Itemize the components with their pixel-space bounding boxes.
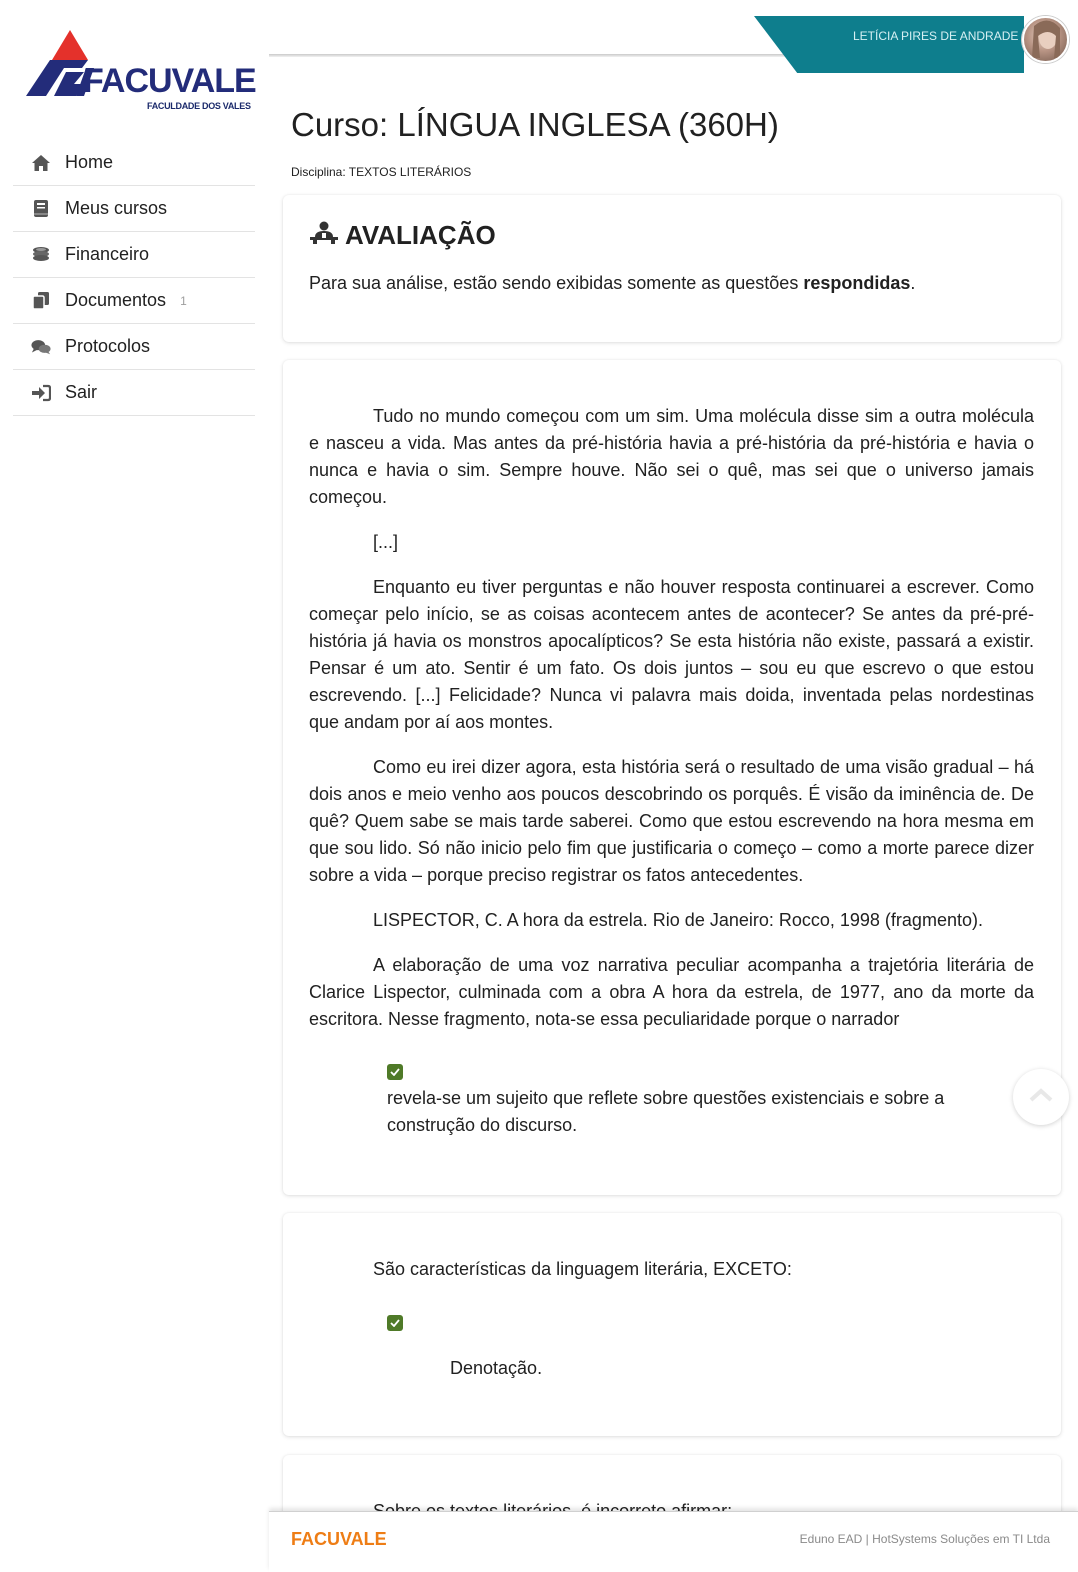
- sidebar-item-meus-cursos[interactable]: [13, 186, 255, 232]
- sidebar-item-label: Protocolos: [65, 336, 151, 356]
- sidebar-item-label: Financeiro: [65, 244, 150, 264]
- sidebar-item-label: Documentos: [65, 290, 167, 310]
- sidebar: [0, 0, 268, 1572]
- sidebar-item-label: Sair: [65, 382, 98, 402]
- sign-in-icon: [31, 383, 51, 403]
- evaluation-description: [309, 273, 915, 294]
- selected-answer: revela-se um sujeito que reflete sobre questões existenciais e sobre a: [387, 1088, 945, 1108]
- scroll-to-top-button[interactable]: [1013, 1069, 1069, 1125]
- book-icon: [31, 199, 51, 219]
- sidebar-item-label: Meus cursos: [65, 198, 168, 218]
- logo-subtitle: FACULDADE DOS VALES: [147, 101, 251, 111]
- question-card: [283, 1213, 1061, 1436]
- copy-icon: [31, 291, 51, 311]
- documents-count-badge: 1: [180, 293, 187, 308]
- avatar[interactable]: [1022, 16, 1069, 63]
- sidebar-item-financeiro[interactable]: [13, 232, 255, 278]
- footer-credit[interactable]: Eduno EAD | HotSystems Soluções em TI Ltda: [799, 1532, 1050, 1546]
- footer-brand[interactable]: FACUVALE: [291, 1529, 387, 1549]
- evaluation-desc-suffix: .: [910, 273, 916, 293]
- question-card: [283, 360, 1061, 1195]
- evaluation-header: [309, 220, 496, 251]
- sidebar-item-label: Home: [65, 152, 114, 172]
- question-prompt: A elaboração de uma voz narrativa peculiar acompanha a trajetória literária de Clarice Lispector, culminada com a obra A hora da estrela, de 1977, ano da morte da escritora. Nesse fragmento, nota-se essa peculiaridade porque o narrador: [309, 955, 1034, 1029]
- comments-icon: [31, 337, 51, 357]
- sidebar-item-protocolos[interactable]: [13, 324, 255, 370]
- sidebar-item-home[interactable]: [13, 140, 255, 186]
- user-banner[interactable]: [754, 16, 1024, 73]
- check-icon: [387, 1064, 403, 1080]
- discipline-label: Disciplina: TEXTOS LITERÁRIOS: [291, 165, 472, 179]
- sidebar-item-sair[interactable]: [13, 370, 255, 416]
- question-paragraph: [...]: [373, 532, 399, 552]
- question-text: [309, 403, 1034, 1051]
- chevron-up-icon: [1029, 1088, 1053, 1107]
- topbar-divider: [269, 54, 809, 57]
- question-paragraph: Como eu irei dizer agora, esta história será o resultado de uma visão gradual – há dois anos e meio venho aos poucos descobrindo os porquês. É visão da iminência de. De quê? Quem sabe se mais tarde saberei. Como que estou escrevendo na hora mesma em que sou lido. Só não inicio pelo fim que justificaria o começo – como a morte parece dizer sobre a vida – porque preciso registrar os fatos antecedentes.: [309, 757, 1034, 885]
- user-name[interactable]: LETÍCIA PIRES DE ANDRADE: [853, 29, 1019, 43]
- footer: [269, 1511, 1078, 1572]
- evaluation-desc-prefix: Para sua análise, estão sendo exibidas somente as questões: [309, 273, 804, 293]
- selected-answer-cont: construção do discurso.: [387, 1115, 578, 1135]
- user-chalkboard-icon: [309, 221, 339, 250]
- question-prompt: São características da linguagem literária, EXCETO:: [373, 1259, 792, 1279]
- selected-answer: Denotação.: [450, 1358, 543, 1378]
- sidebar-nav: [13, 140, 255, 416]
- evaluation-desc-bold: respondidas: [803, 273, 911, 293]
- evaluation-card: [283, 195, 1061, 342]
- question-paragraph: Tudo no mundo começou com um sim. Uma molécula disse sim a outra molécula e nasceu a vida. Mas antes da pré-história havia a pré-história da pré-história e havia o nunca e havia o sim. Sempre houve. Não sei o quê, mas sei que o universo jamais começou.: [309, 406, 1034, 507]
- home-icon: [31, 153, 51, 173]
- check-icon: [387, 1315, 403, 1331]
- evaluation-title: AVALIAÇÃO: [345, 220, 496, 250]
- question-paragraph: Enquanto eu tiver perguntas e não houver resposta continuarei a escrever. Como começar pelo início, se as coisas acontecem antes de acontecer? Se antes da pré-pré-história já havia os monstros apocalípticos? Se esta história não existe, passará a existir. Pensar é um ato. Sentir é um fato. Os dois juntos – sou eu que escrevo o que estou escrevendo. [...] Felicidade? Nunca vi palavra mais doida, inventada pelas nordestinas que andam por aí aos montes.: [309, 577, 1034, 732]
- coins-icon: [31, 245, 51, 265]
- page-title: Curso: LÍNGUA INGLESA (360H): [291, 106, 779, 143]
- logo-word: FACUVALE: [83, 62, 256, 100]
- question-citation: LISPECTOR, C. A hora da estrela. Rio de Janeiro: Rocco, 1998 (fragmento).: [373, 910, 983, 930]
- facuvale-logo[interactable]: [24, 28, 256, 116]
- sidebar-item-documentos[interactable]: [13, 278, 255, 324]
